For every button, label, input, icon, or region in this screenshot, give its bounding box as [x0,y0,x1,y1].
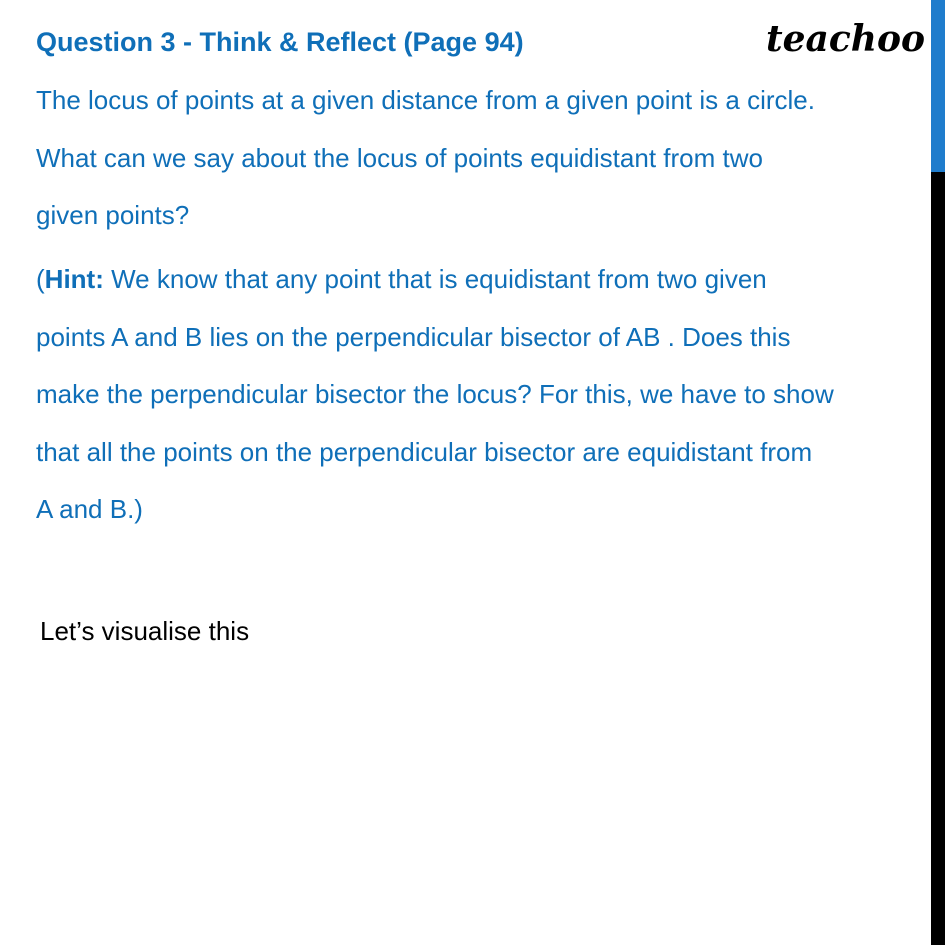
hint-line: that all the points on the perpendicular bisector are equidistant from [36,436,813,467]
question-line: The locus of points at a given distance from a given point is a circle. [36,85,815,115]
hint-line: points A and B lies on the perpendicular bisector of AB . Does this [36,321,791,352]
question-text [36,72,815,245]
hint-first-line: We know that any point that is equidistant from two given [103,264,767,294]
hint-text [36,251,834,539]
hint-label: Hint: [44,264,104,294]
hint-line [36,251,834,309]
visualise-text: Let’s visualise this [40,616,250,646]
scrollbar-thumb[interactable] [931,0,945,172]
teachoo-logo: teachoo [766,18,925,60]
hint-open-paren: ( [36,264,45,294]
question-line: What can we say about the locus of points equidistant from two [36,142,763,173]
page-title: Question 3 - Think & Reflect (Page 94) [36,27,524,57]
hint-line: make the perpendicular bisector the locus? For this, we have to show [36,379,834,409]
hint-line: A and B.) [36,494,143,524]
scrollbar-track[interactable] [931,0,945,945]
question-line: given points? [36,200,190,230]
